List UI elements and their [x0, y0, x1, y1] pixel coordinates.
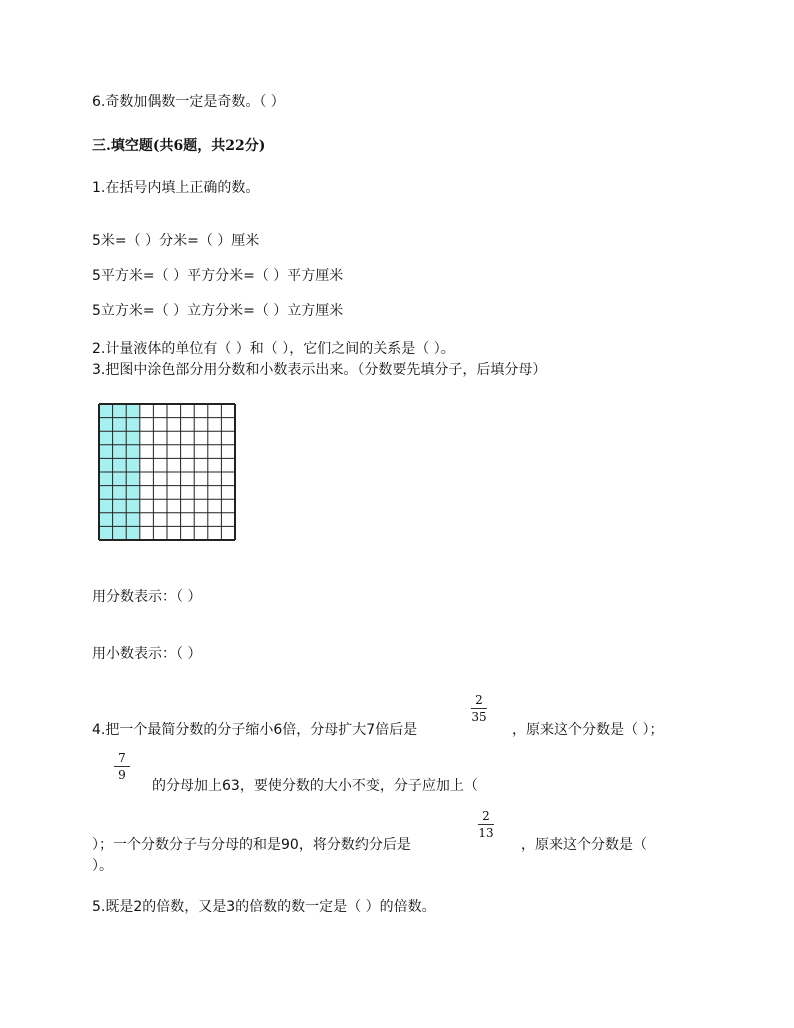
- fraction-bar: [114, 766, 130, 767]
- section-title: 三.填空题(共6题，共22分): [92, 138, 266, 154]
- fraction-numerator: 2: [482, 809, 490, 823]
- question-1-area-line: 5平方米=（ ）平方分米=（ ）平方厘米: [92, 268, 344, 284]
- question-1-length-line: 5米=（ ）分米=（ ）厘米: [92, 233, 260, 249]
- question-4-part1: 4.把一个最简分数的分子缩小6倍，分母扩大7倍后是: [92, 722, 418, 738]
- question-3-prompt: 3.把图中涂色部分用分数和小数表示出来。（分数要先填分子，后填分母）: [92, 362, 547, 378]
- fraction-2-13: [478, 809, 494, 840]
- fraction-numerator: 2: [475, 693, 483, 707]
- fraction-denominator: 35: [471, 710, 487, 724]
- fraction-bar: [478, 824, 494, 825]
- question-4-part2: 的分母加上63，要使分数的大小不变，分子应加上（: [152, 778, 478, 794]
- fraction-denominator: 9: [118, 768, 126, 782]
- question-4-part3-end: ，原来这个分数是（: [521, 837, 647, 853]
- question-4-part1-end: ，原来这个分数是（ ）；: [512, 722, 664, 738]
- question-3-decimal-answer: 用小数表示：（ ）: [92, 646, 202, 662]
- question-4-part4: ）。: [92, 858, 113, 874]
- fraction-7-9: [114, 751, 130, 782]
- question-5: 5.既是2的倍数，又是3的倍数的数一定是（ ）的倍数。: [92, 899, 436, 915]
- question-2: 2.计量液体的单位有（ ）和（ ），它们之间的关系是（ ）。: [92, 341, 455, 357]
- fraction-bar: [471, 708, 487, 709]
- fraction-numerator: 7: [118, 751, 126, 765]
- question-3-fraction-answer: 用分数表示：（ ）: [92, 589, 202, 605]
- question-1-prompt: 1.在括号内填上正确的数。: [92, 180, 260, 196]
- fraction-2-35: [471, 693, 487, 724]
- question-1-volume-line: 5立方米=（ ）立方分米=（ ）立方厘米: [92, 303, 344, 319]
- question-6-true-false: 6.奇数加偶数一定是奇数。（ ）: [92, 94, 285, 110]
- fraction-denominator: 13: [478, 826, 494, 840]
- question-4-part3: ）；一个分数分子与分母的和是90，将分数约分后是: [92, 837, 411, 853]
- shaded-grid-figure: [97, 402, 237, 542]
